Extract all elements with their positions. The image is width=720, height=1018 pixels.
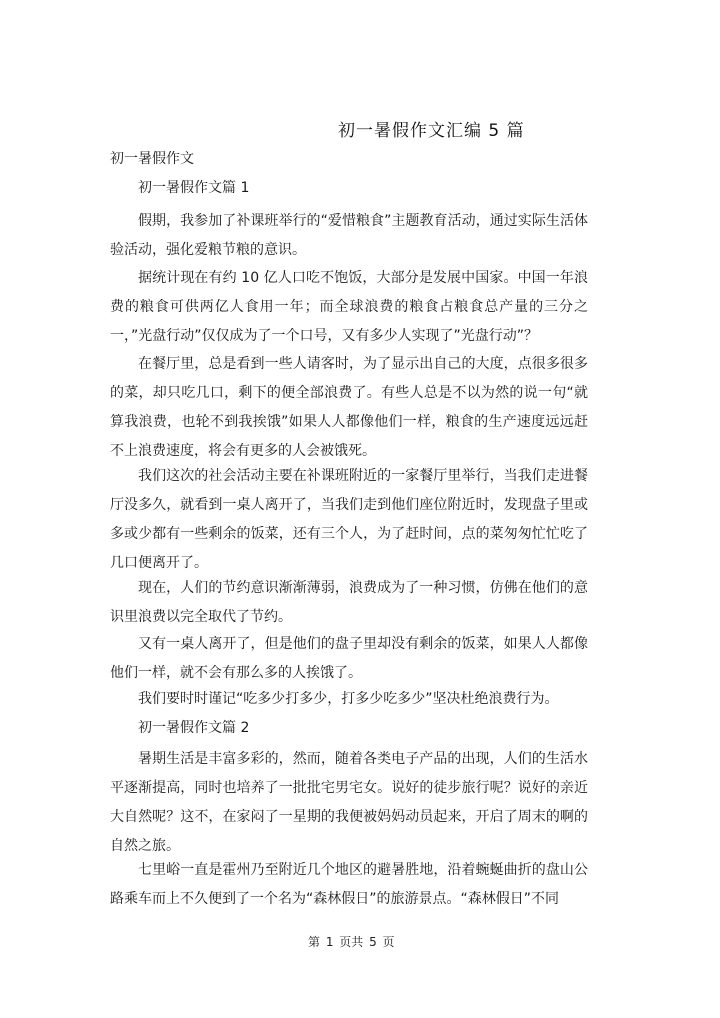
chapter-heading-2: 初一暑假作文篇 2 — [138, 720, 250, 736]
paragraph: 又有一桌人离开了，但是他们的盘子里却没有剩余的饭菜，如果人人都像他们一样，就不会有那么多的人挨饿了。 — [110, 636, 588, 681]
paragraph: 七里峪一直是霍州乃至附近几个地区的避暑胜地，沿着蜿蜒曲折的盘山公路乘车而上不久便到了一个名为“森林假日”的旅游景点。“森林假日”不同 — [110, 862, 588, 907]
paragraph: 我们要时时谨记“吃多少打多少，打多少吃多少”坚决杜绝浪费行为。 — [138, 691, 559, 707]
paragraph: 据统计现在有约 10 亿人口吃不饱饭，大部分是发展中国家。中国一年浪费的粮食可供两亿人食用一年；而全球浪费的粮食占粮食总产量的三分之一，”光盘行动”仅仅成为了一个口号，又有多少人实现了”光盘行动”？ — [110, 270, 588, 344]
page-footer: 第 1 页共 5 页 — [308, 935, 395, 949]
chapter-heading-1: 初一暑假作文篇 1 — [138, 180, 250, 196]
section-heading: 初一暑假作文 — [110, 151, 194, 167]
paragraph: 在餐厅里，总是看到一些人请客时，为了显示出自己的大度，点很多很多的菜，却只吃几口，剩下的便全部浪费了。有些人总是不以为然的说一句“就算我浪费，也轮不到我挨饿”如果人人都像他们一样，粮食的生产速度远远赶不上浪费速度，将会有更多的人会被饿死。 — [110, 356, 588, 459]
paragraph: 现在，人们的节约意识渐渐薄弱，浪费成为了一种习惯，仿佛在他们的意识里浪费以完全取代了节约。 — [110, 580, 588, 625]
paragraph: 暑期生活是丰富多彩的，然而，随着各类电子产品的出现，人们的生活水平逐渐提高，同时也培养了一批批宅男宅女。说好的徒步旅行呢？说好的亲近大自然呢？这不，在家闷了一星期的我便被妈妈动员起来，开启了周末的啊的自然之旅。 — [110, 751, 588, 854]
paragraph: 我们这次的社会活动主要在补课班附近的一家餐厅里举行，当我们走进餐厅没多久，就看到一桌人离开了，当我们走到他们座位附近时，发现盘子里或多或少都有一些剩余的饭菜，还有三个人，为了赶时间，点的菜匆匆忙忙吃了几口便离开了。 — [110, 468, 588, 571]
paragraph: 假期，我参加了补课班举行的“爱惜粮食”主题教育活动，通过实际生活体验活动，强化爱粮节粮的意识。 — [110, 213, 588, 258]
document-title: 初一暑假作文汇编 5 篇 — [338, 121, 525, 141]
